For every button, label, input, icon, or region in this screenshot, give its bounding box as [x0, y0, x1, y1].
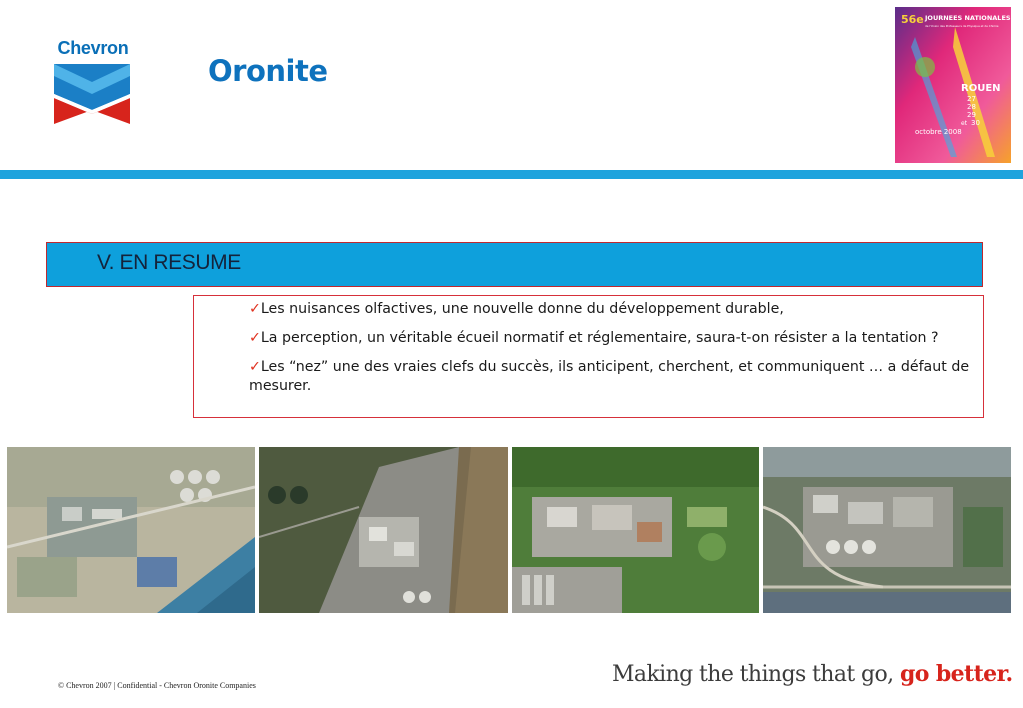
- summary-item-text: La perception, un véritable écueil normatif et réglementaire, saura-t-on résister a la tentation ?: [260, 330, 939, 346]
- oronite-logo-text: Oronite: [208, 54, 328, 88]
- poster-date-1: 27: [967, 95, 976, 103]
- poster-subtitle: de l'Union des Professeurs de Physique et de Chimie: [925, 24, 999, 28]
- tagline-accent: go better.: [899, 661, 1013, 687]
- aerial-photo-canal: [763, 447, 1011, 613]
- tagline-main: Making the things that go,: [612, 662, 894, 687]
- poster-number: 56e: [901, 13, 924, 26]
- section-title: V. EN RESUME: [97, 251, 241, 274]
- summary-list: [249, 300, 974, 406]
- summary-item-text: Les nuisances olfactives, une nouvelle donne du développement durable,: [260, 301, 784, 317]
- poster-city: ROUEN: [961, 83, 1001, 94]
- summary-item: [249, 358, 974, 396]
- checkmark-icon: ✓: [249, 330, 261, 346]
- brand-tagline: [612, 661, 1013, 687]
- poster-month: octobre 2008: [915, 128, 962, 136]
- checkmark-icon: ✓: [249, 301, 261, 317]
- aerial-photo-green: [512, 447, 759, 613]
- header-rule: [0, 170, 1023, 179]
- summary-item: [249, 329, 974, 348]
- checkmark-icon: ✓: [249, 359, 261, 375]
- poster-date-3: 29: [967, 111, 976, 119]
- aerial-photo-harbor: [7, 447, 255, 613]
- poster-date-2: 28: [967, 103, 976, 111]
- event-poster: [895, 7, 1011, 163]
- summary-item: [249, 300, 974, 319]
- poster-date-4: 30: [971, 119, 980, 127]
- chevron-wordmark: Chevron: [57, 38, 129, 58]
- chevron-logo: [48, 38, 136, 134]
- poster-date-et: et: [961, 120, 968, 127]
- poster-title: JOURNEES NATIONALES: [925, 14, 1011, 22]
- aerial-photo-river: [259, 447, 508, 613]
- summary-item-text: Les “nez” une des vraies clefs du succès, ils anticipent, cherchent, et communiquent … a défaut de mesurer.: [249, 359, 970, 394]
- footer-copyright: © Chevron 2007 | Confidential - Chevron Oronite Companies: [58, 681, 256, 690]
